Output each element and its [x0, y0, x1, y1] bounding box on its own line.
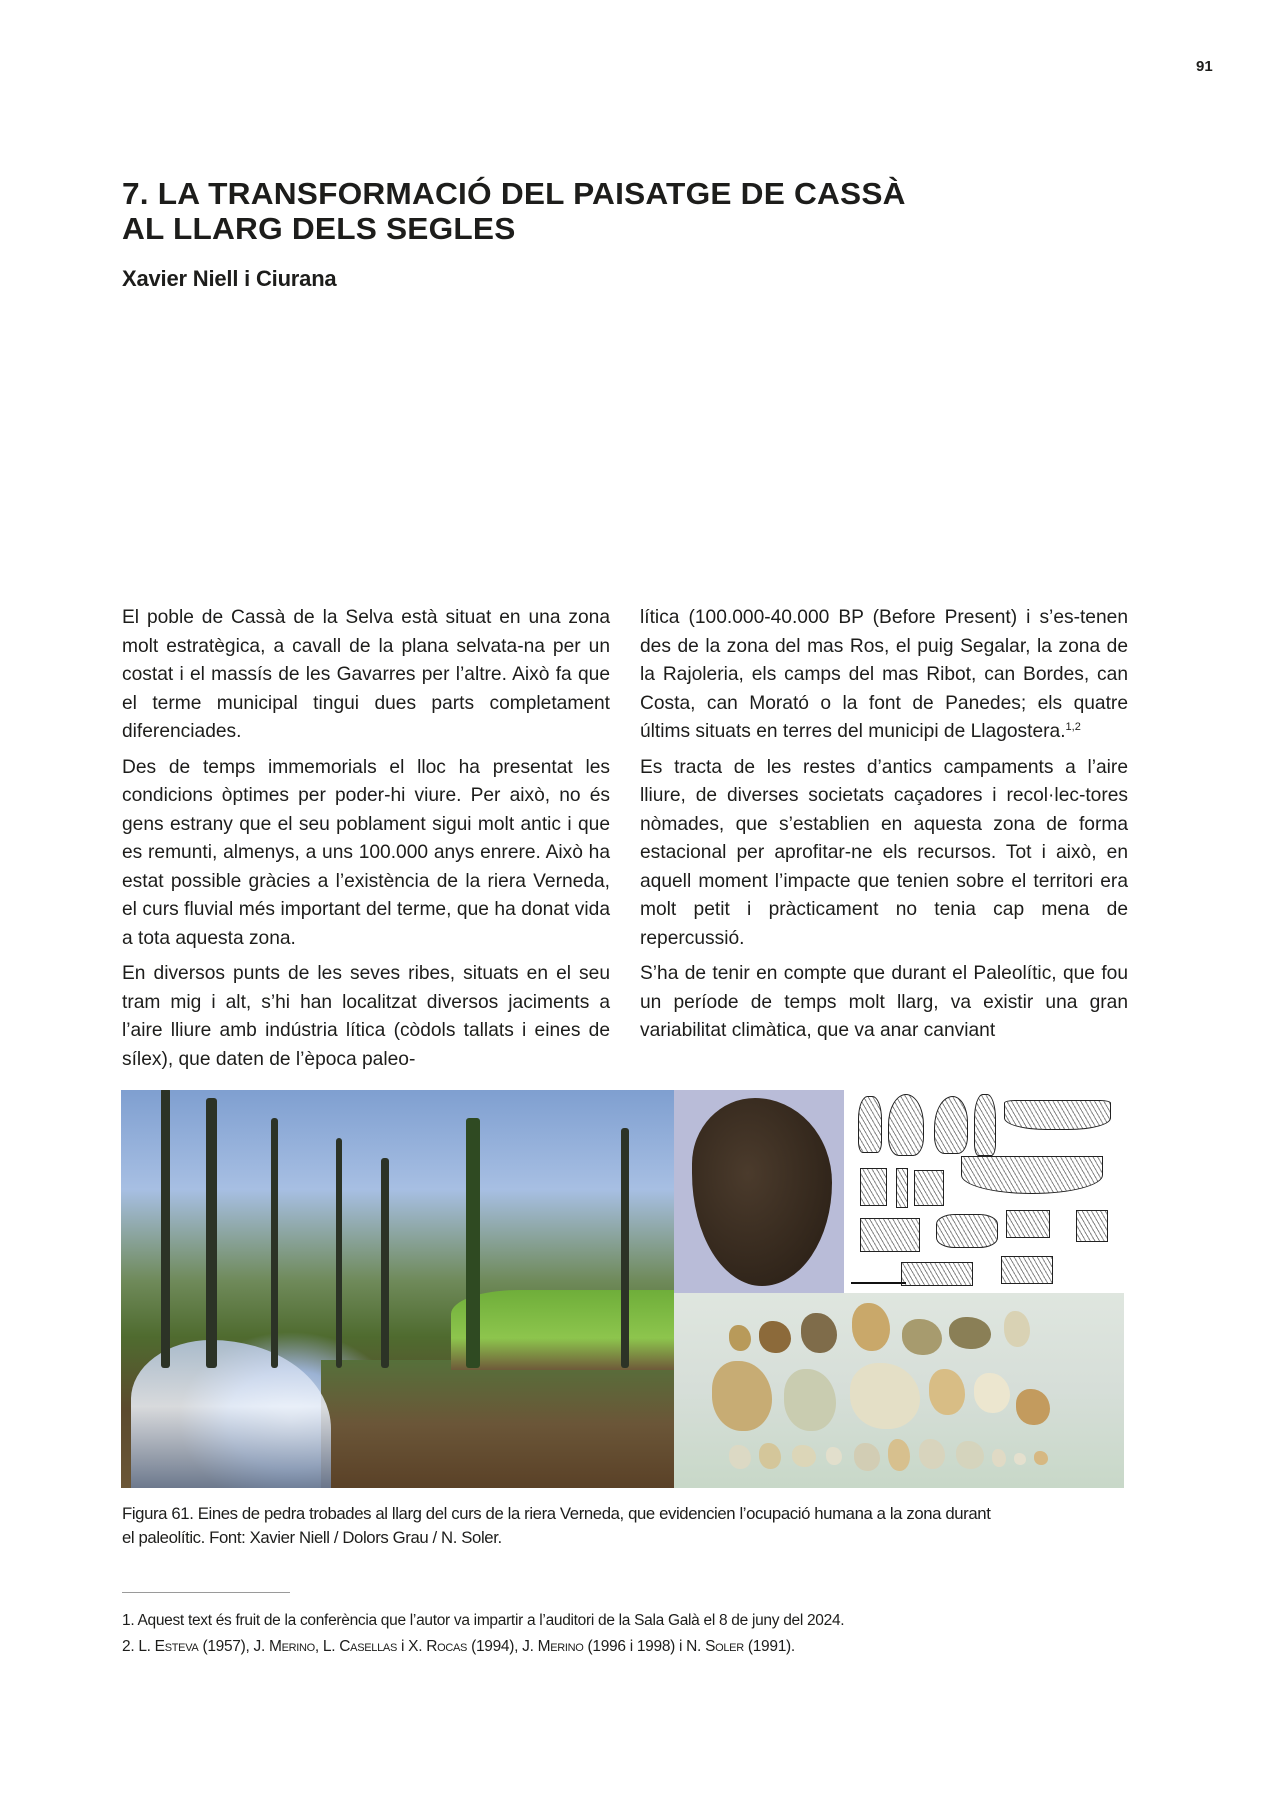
- scale-bar: [851, 1282, 906, 1284]
- paragraph: En diversos punts de les seves ribes, situats en el seu tram mig i alt, s’hi han localitzat diversos jaciments a l’aire lliure amb indústria lítica (còdols tallats i eines de sílex), que daten de l’època paleo-: [122, 963, 610, 1070]
- stone: [759, 1321, 791, 1353]
- tool-sketch: [936, 1214, 998, 1248]
- stone: [888, 1439, 910, 1471]
- stone: [759, 1443, 781, 1469]
- stone: [854, 1443, 880, 1471]
- tool-sketch: [961, 1156, 1103, 1194]
- carved-pebble-photo: [674, 1090, 844, 1293]
- carved-pebble: [692, 1098, 832, 1286]
- footnote-text: , L.: [314, 1638, 340, 1655]
- stone: [919, 1439, 945, 1469]
- chapter-title-line-1: 7. LA TRANSFORMACIÓ DEL PAISATGE DE CASSÀ: [122, 176, 906, 211]
- footnote-2: [122, 1634, 1127, 1660]
- paragraph: [640, 604, 1128, 747]
- stone: [729, 1445, 751, 1469]
- lithic-tools-drawing: [846, 1090, 1124, 1293]
- figure-61: [121, 1090, 1124, 1488]
- stone: [712, 1361, 772, 1431]
- stone: [1014, 1453, 1026, 1465]
- tree-trunk: [466, 1118, 480, 1368]
- stone: [1034, 1451, 1048, 1465]
- figure-caption-line-1: Figura 61. Eines de pedra trobades al llarg del curs de la riera Verneda, que evidencien l’ocupació humana a la zona durant: [122, 1504, 991, 1523]
- footnote-author: Rocas: [426, 1638, 468, 1655]
- footnote-text: i X.: [397, 1638, 427, 1655]
- tree-trunk: [161, 1090, 170, 1368]
- stone: [974, 1373, 1010, 1413]
- forest-ground: [321, 1360, 674, 1488]
- footnote-text: (1996 i 1998) i N.: [583, 1638, 706, 1655]
- tool-sketch: [974, 1094, 996, 1156]
- paragraph: S’ha de tenir en compte que durant el Paleolític, que fou un període de temps molt llarg, va existir una gran variabilitat climàtica, que va anar canviant: [640, 963, 1128, 1041]
- tool-sketch: [914, 1170, 944, 1206]
- footnote-author: Esteva: [154, 1638, 199, 1655]
- stone: [1016, 1389, 1050, 1425]
- tool-sketch: [896, 1168, 908, 1208]
- stone: [902, 1319, 942, 1355]
- footnote-text: (1957), J.: [198, 1638, 269, 1655]
- paragraph: Des de temps immemorials el lloc ha presentat les condicions òptimes per poder-hi viure. Per això, no és gens estrany que el seu poblament sigui molt antic i que es remunti, almenys, a uns 100.000 anys enrere. Això ha estat possible gràcies a l’existència de la riera Verneda, el curs fluvial més important del terme, que ha donat vida a tota aquesta zona.: [122, 756, 610, 949]
- footnote-author: Merino: [537, 1638, 584, 1655]
- footnote-text: (1991).: [743, 1638, 795, 1655]
- tree-trunk: [271, 1118, 278, 1368]
- chapter-title: [122, 176, 1101, 246]
- stone: [949, 1317, 991, 1349]
- stone: [850, 1363, 920, 1429]
- stone: [992, 1449, 1006, 1467]
- stone: [1004, 1311, 1030, 1347]
- tree-trunk: [336, 1138, 342, 1368]
- tool-sketch: [1006, 1210, 1050, 1238]
- tree-trunk: [621, 1128, 629, 1368]
- figure-caption: [122, 1502, 1112, 1550]
- tool-sketch: [934, 1096, 968, 1154]
- body-column-left: [122, 604, 610, 1081]
- tree-trunk: [206, 1098, 217, 1368]
- tool-sketch: [1076, 1210, 1108, 1242]
- paragraph-text: lítica (100.000-40.000 BP (Before Present) i s’es-tenen des de la zona del mas Ros, el puig Segalar, la zona de la Rajoleria, els camps del mas Ribot, can Bordes, can Costa, can Morató o la font de Panedes; els quatre últims situats en terres del municipi de Llagostera.: [640, 607, 1128, 742]
- tool-sketch: [1004, 1100, 1111, 1130]
- footnote-text: 2. L.: [122, 1638, 155, 1655]
- footnote-divider: [122, 1592, 290, 1593]
- tool-sketch: [1001, 1256, 1053, 1284]
- paragraph: El poble de Cassà de la Selva està situat en una zona molt estratègica, a cavall de la plana selvata-na per un costat i el massís de les Gavarres per l’altre. Això fa que el terme municipal tingui dues parts completament diferenciades.: [122, 607, 610, 742]
- stone: [956, 1441, 984, 1469]
- page-number: 91: [1196, 58, 1213, 75]
- paragraph: Es tracta de les restes d’antics campaments a l’aire lliure, de diverses societats caçadores i recol·lec-tores nòmades, que s’establien en aquesta zona de forma estacional per aprofitar-ne els recursos. Tot i això, en aquell moment l’impacte que tenien sobre el territori era molt petit i pràcticament no tenia cap mena de repercussió.: [640, 756, 1128, 949]
- stone: [852, 1303, 890, 1351]
- footnote-reference[interactable]: 1,2: [1065, 721, 1081, 733]
- riera-verneda-forest-photo: [121, 1090, 674, 1488]
- figure-caption-line-2: el paleolític. Font: Xavier Niell / Dolors Grau / N. Soler.: [122, 1528, 502, 1547]
- tool-sketch: [860, 1218, 920, 1252]
- footnote-author: Soler: [705, 1638, 744, 1655]
- tool-sketch: [901, 1262, 973, 1286]
- footnotes: [122, 1608, 1127, 1660]
- footnote-1: 1. Aquest text és fruit de la conferència que l’autor va impartir a l’auditori de la Sala Galà el 8 de juny del 2024.: [122, 1612, 845, 1629]
- footnote-author: Merino: [268, 1638, 315, 1655]
- forest-grass: [451, 1290, 674, 1370]
- body-column-right: [640, 604, 1128, 1053]
- tree-trunk: [381, 1158, 389, 1368]
- tool-sketch: [888, 1094, 924, 1156]
- stone: [826, 1447, 842, 1465]
- footnote-text: (1994), J.: [467, 1638, 538, 1655]
- chapter-title-line-2: AL LLARG DELS SEGLES: [122, 211, 516, 246]
- author-name: Xavier Niell i Ciurana: [122, 266, 337, 291]
- stone: [801, 1313, 837, 1353]
- tool-sketch: [860, 1168, 887, 1206]
- stone: [784, 1369, 836, 1431]
- stone: [792, 1445, 816, 1467]
- stone: [729, 1325, 751, 1351]
- stone-tools-collection-photo: [674, 1293, 1124, 1488]
- footnote-author: Casellas: [339, 1638, 397, 1655]
- stone: [929, 1369, 965, 1415]
- tool-sketch: [858, 1096, 882, 1153]
